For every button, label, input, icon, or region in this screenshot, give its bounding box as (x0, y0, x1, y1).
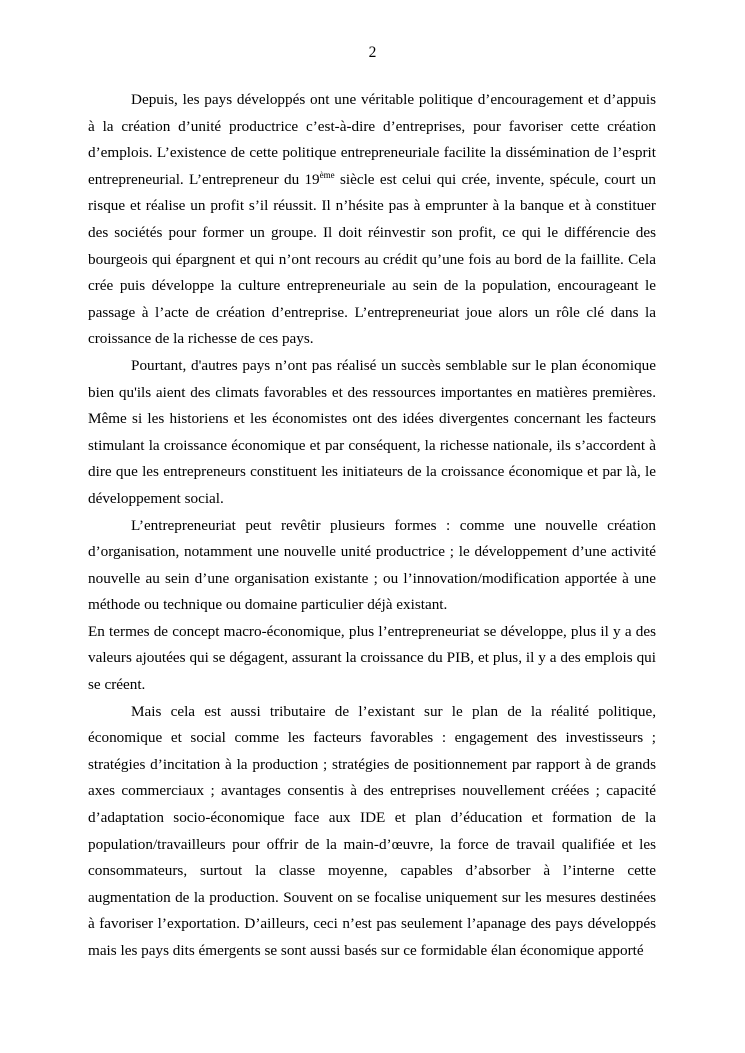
paragraph-1-text-continued: siècle est celui qui crée, invente, spécule, court un risque et réalise un profit s’il réussit. Il n’hésite pas à emprunter à la banque et à constituer des sociétés pour former un groupe. Il doit réinvestir son profit, ce qui le différencie des bourgeois qui épargnent et qui n’ont recours au crédit qu’une fois au bord de la faillite. Cela crée puis développe la culture entrepreneuriale au sein de la population, encourageant le passage à l’acte de création d’entreprise. L’entrepreneuriat joue alors un rôle clé dans la croissance de la richesse de ces pays. (88, 170, 656, 348)
paragraph-2: Pourtant, d'autres pays n’ont pas réalisé un succès semblable sur le plan économique bien qu'ils aient des climats favorables et des ressources importantes en matières premières. Même si les historiens et les économistes ont des idées divergentes concernant les facteurs stimulant la croissance économique et par conséquent, la richesse nationale, ils s’accordent à dire que les entrepreneurs constituent les initiateurs de la croissance économique et par là, le développement social. (88, 356, 656, 507)
paragraph-1-text: Depuis, les pays développés ont une véritable politique d’encouragement et d’appuis à la création d’unité productrice c’est-à-dire d’entreprises, pour favoriser cette création d’emplois. L’existence de cette politique entrepreneuriale facilite la dissémination de l’esprit entrepreneurial. L’entrepreneur du 19 (88, 91, 656, 188)
document-body (88, 87, 656, 965)
superscript-eme: ème (319, 169, 335, 180)
paragraph-1 (88, 87, 656, 353)
page-number: 2 (368, 44, 377, 61)
paragraph-4: En termes de concept macro-économique, plus l’entrepreneuriat se développe, plus il y a des valeurs ajoutées qui se dégagent, assurant la croissance du PIB, et plus, il y a des emplois qui se créent. (88, 622, 656, 694)
paragraph-3: L’entrepreneuriat peut revêtir plusieurs formes : comme une nouvelle création d’organisation, notamment une nouvelle unité productrice ; le développement d’une activité nouvelle au sein d’une organisation existante ; ou l’innovation/modification apportée à une méthode ou technique ou domaine particulier déjà existant. (88, 516, 656, 614)
paragraph-5: Mais cela est aussi tributaire de l’existant sur le plan de la réalité politique, économique et social comme les facteurs favorables : engagement des investisseurs ; stratégies d’incitation à la production ; stratégies de positionnement par rapport à de grands axes commerciaux ; avantages consentis à des entreprises nouvellement créées ; capacité d’adaptation socio-économique face aux IDE et plan d’éducation et formation de la population/travailleurs pour offrir de la main-d’œuvre, la force de travail qualifiée et les consommateurs, surtout la classe moyenne, capables d’absorber à l’interne cette augmentation de la production. Souvent on se focalise uniquement sur les mesures destinées à favoriser l’exportation. D’ailleurs, ceci n’est pas seulement l’apanage des pays développés mais les pays dits émergents se sont aussi basés sur ce formidable élan économique apporté (88, 702, 656, 959)
